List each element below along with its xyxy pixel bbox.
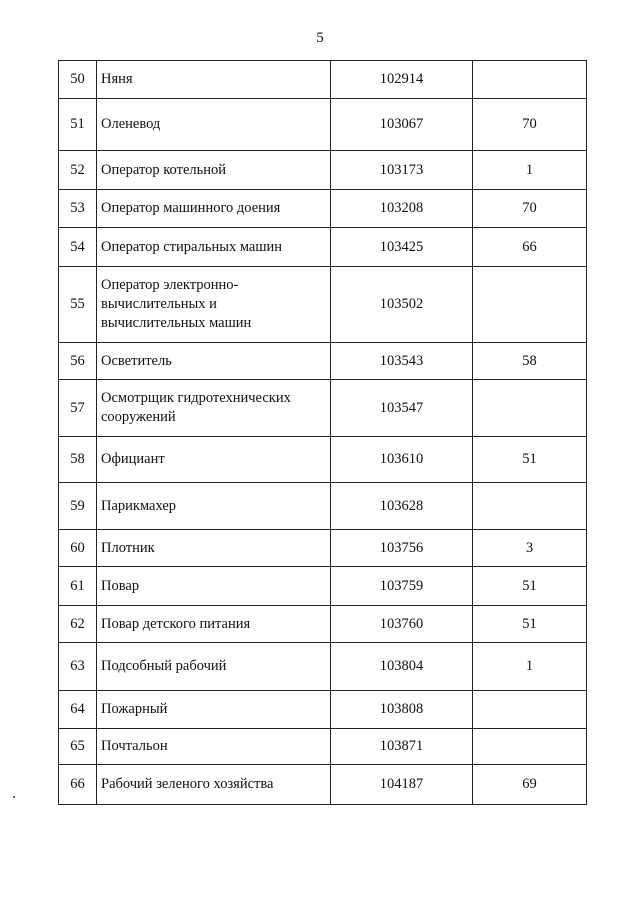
profession-code-cell: 103067 [331,99,473,151]
table-row [59,228,587,267]
profession-name-cell [97,151,331,190]
value-cell: 70 [473,190,587,228]
profession-name-line: Оператор электронно- [101,277,239,293]
row-number-cell: 59 [59,483,97,530]
profession-name-cell [97,483,331,530]
profession-code-cell: 102914 [331,61,473,99]
row-number-cell: 53 [59,190,97,228]
row-number-cell: 62 [59,606,97,643]
row-number-cell: 63 [59,643,97,691]
value-cell: 51 [473,567,587,606]
profession-code-cell: 103871 [331,729,473,765]
profession-name-line: Повар [101,577,140,594]
table-row [59,151,587,190]
value-cell: 69 [473,765,587,805]
profession-name-line: Оператор машинного доения [101,200,281,216]
profession-name-cell [97,61,331,99]
table-body [59,61,587,805]
profession-name-cell [97,437,331,483]
table-row [59,437,587,483]
row-number-cell: 60 [59,530,97,567]
row-number-cell: 61 [59,567,97,606]
profession-code-cell: 103502 [331,267,473,343]
profession-name-line: Осмотрщик гидротехнических [101,390,291,406]
profession-code-cell: 103756 [331,530,473,567]
profession-name-line: Подсобный рабочий [101,658,227,674]
profession-name-line: Оператор котельной [101,161,227,178]
value-cell: 51 [473,606,587,643]
row-number-cell: 58 [59,437,97,483]
value-cell [473,691,587,729]
table-row [59,483,587,530]
profession-name-cell [97,343,331,380]
professions-table [58,60,587,805]
profession-code-cell: 104187 [331,765,473,805]
profession-name-cell [97,691,331,729]
profession-code-cell: 103173 [331,151,473,190]
profession-name-cell [97,765,331,805]
row-number-cell: 57 [59,380,97,437]
row-number-cell: 54 [59,228,97,267]
table-row [59,190,587,228]
value-cell [473,729,587,765]
row-number-cell: 50 [59,61,97,99]
profession-name-cell [97,643,331,691]
profession-name-line: Официант [101,451,165,467]
row-number-cell: 52 [59,151,97,190]
row-number-cell: 65 [59,729,97,765]
profession-name-cell [97,729,331,765]
profession-name-line: Повар детского питания [101,615,251,632]
table-row [59,99,587,151]
row-number-cell: 55 [59,267,97,343]
scan-speck [13,796,15,798]
table-row [59,729,587,765]
profession-code-cell: 103610 [331,437,473,483]
table-row [59,691,587,729]
value-cell: 3 [473,530,587,567]
profession-name-line: Оленевод [101,116,161,132]
profession-code-cell: 103628 [331,483,473,530]
profession-name-cell [97,380,331,437]
row-number-cell: 56 [59,343,97,380]
profession-name-cell [97,567,331,606]
table-row [59,380,587,437]
table-row [59,606,587,643]
profession-code-cell: 103425 [331,228,473,267]
value-cell [473,483,587,530]
profession-name-line: Рабочий зеленого хозяйства [101,776,274,792]
value-cell: 58 [473,343,587,380]
profession-name-line: Няня [101,71,133,87]
profession-name-cell [97,228,331,267]
profession-name-line: Парикмахер [101,497,177,514]
row-number-cell: 51 [59,99,97,151]
value-cell: 70 [473,99,587,151]
table-row [59,267,587,343]
value-cell: 51 [473,437,587,483]
profession-code-cell: 103808 [331,691,473,729]
table-row [59,530,587,567]
table-row [59,765,587,805]
profession-name-line: Почтальон [101,738,168,754]
value-cell: 1 [473,643,587,691]
row-number-cell: 66 [59,765,97,805]
profession-code-cell: 103760 [331,606,473,643]
profession-name-line: вычислительных и [101,296,217,312]
profession-name-line: Оператор стиральных машин [101,238,283,255]
value-cell [473,267,587,343]
profession-name-line: Пожарный [101,701,168,717]
profession-code-cell: 103759 [331,567,473,606]
row-number-cell: 64 [59,691,97,729]
profession-name-line: сооружений [101,409,176,425]
value-cell: 1 [473,151,587,190]
profession-code-cell: 103543 [331,343,473,380]
profession-name-cell [97,267,331,343]
profession-name-cell [97,99,331,151]
profession-code-cell: 103804 [331,643,473,691]
value-cell [473,380,587,437]
profession-name-cell [97,606,331,643]
profession-code-cell: 103547 [331,380,473,437]
profession-name-line: вычислительных машин [101,315,252,331]
table-row [59,343,587,380]
profession-name-line: Плотник [101,539,155,556]
value-cell: 66 [473,228,587,267]
table-row [59,567,587,606]
page-number: 5 [316,30,324,46]
table-row [59,643,587,691]
profession-name-cell [97,530,331,567]
value-cell [473,61,587,99]
profession-name-cell [97,190,331,228]
profession-name-line: Осветитель [101,352,172,369]
profession-code-cell: 103208 [331,190,473,228]
table-row [59,61,587,99]
